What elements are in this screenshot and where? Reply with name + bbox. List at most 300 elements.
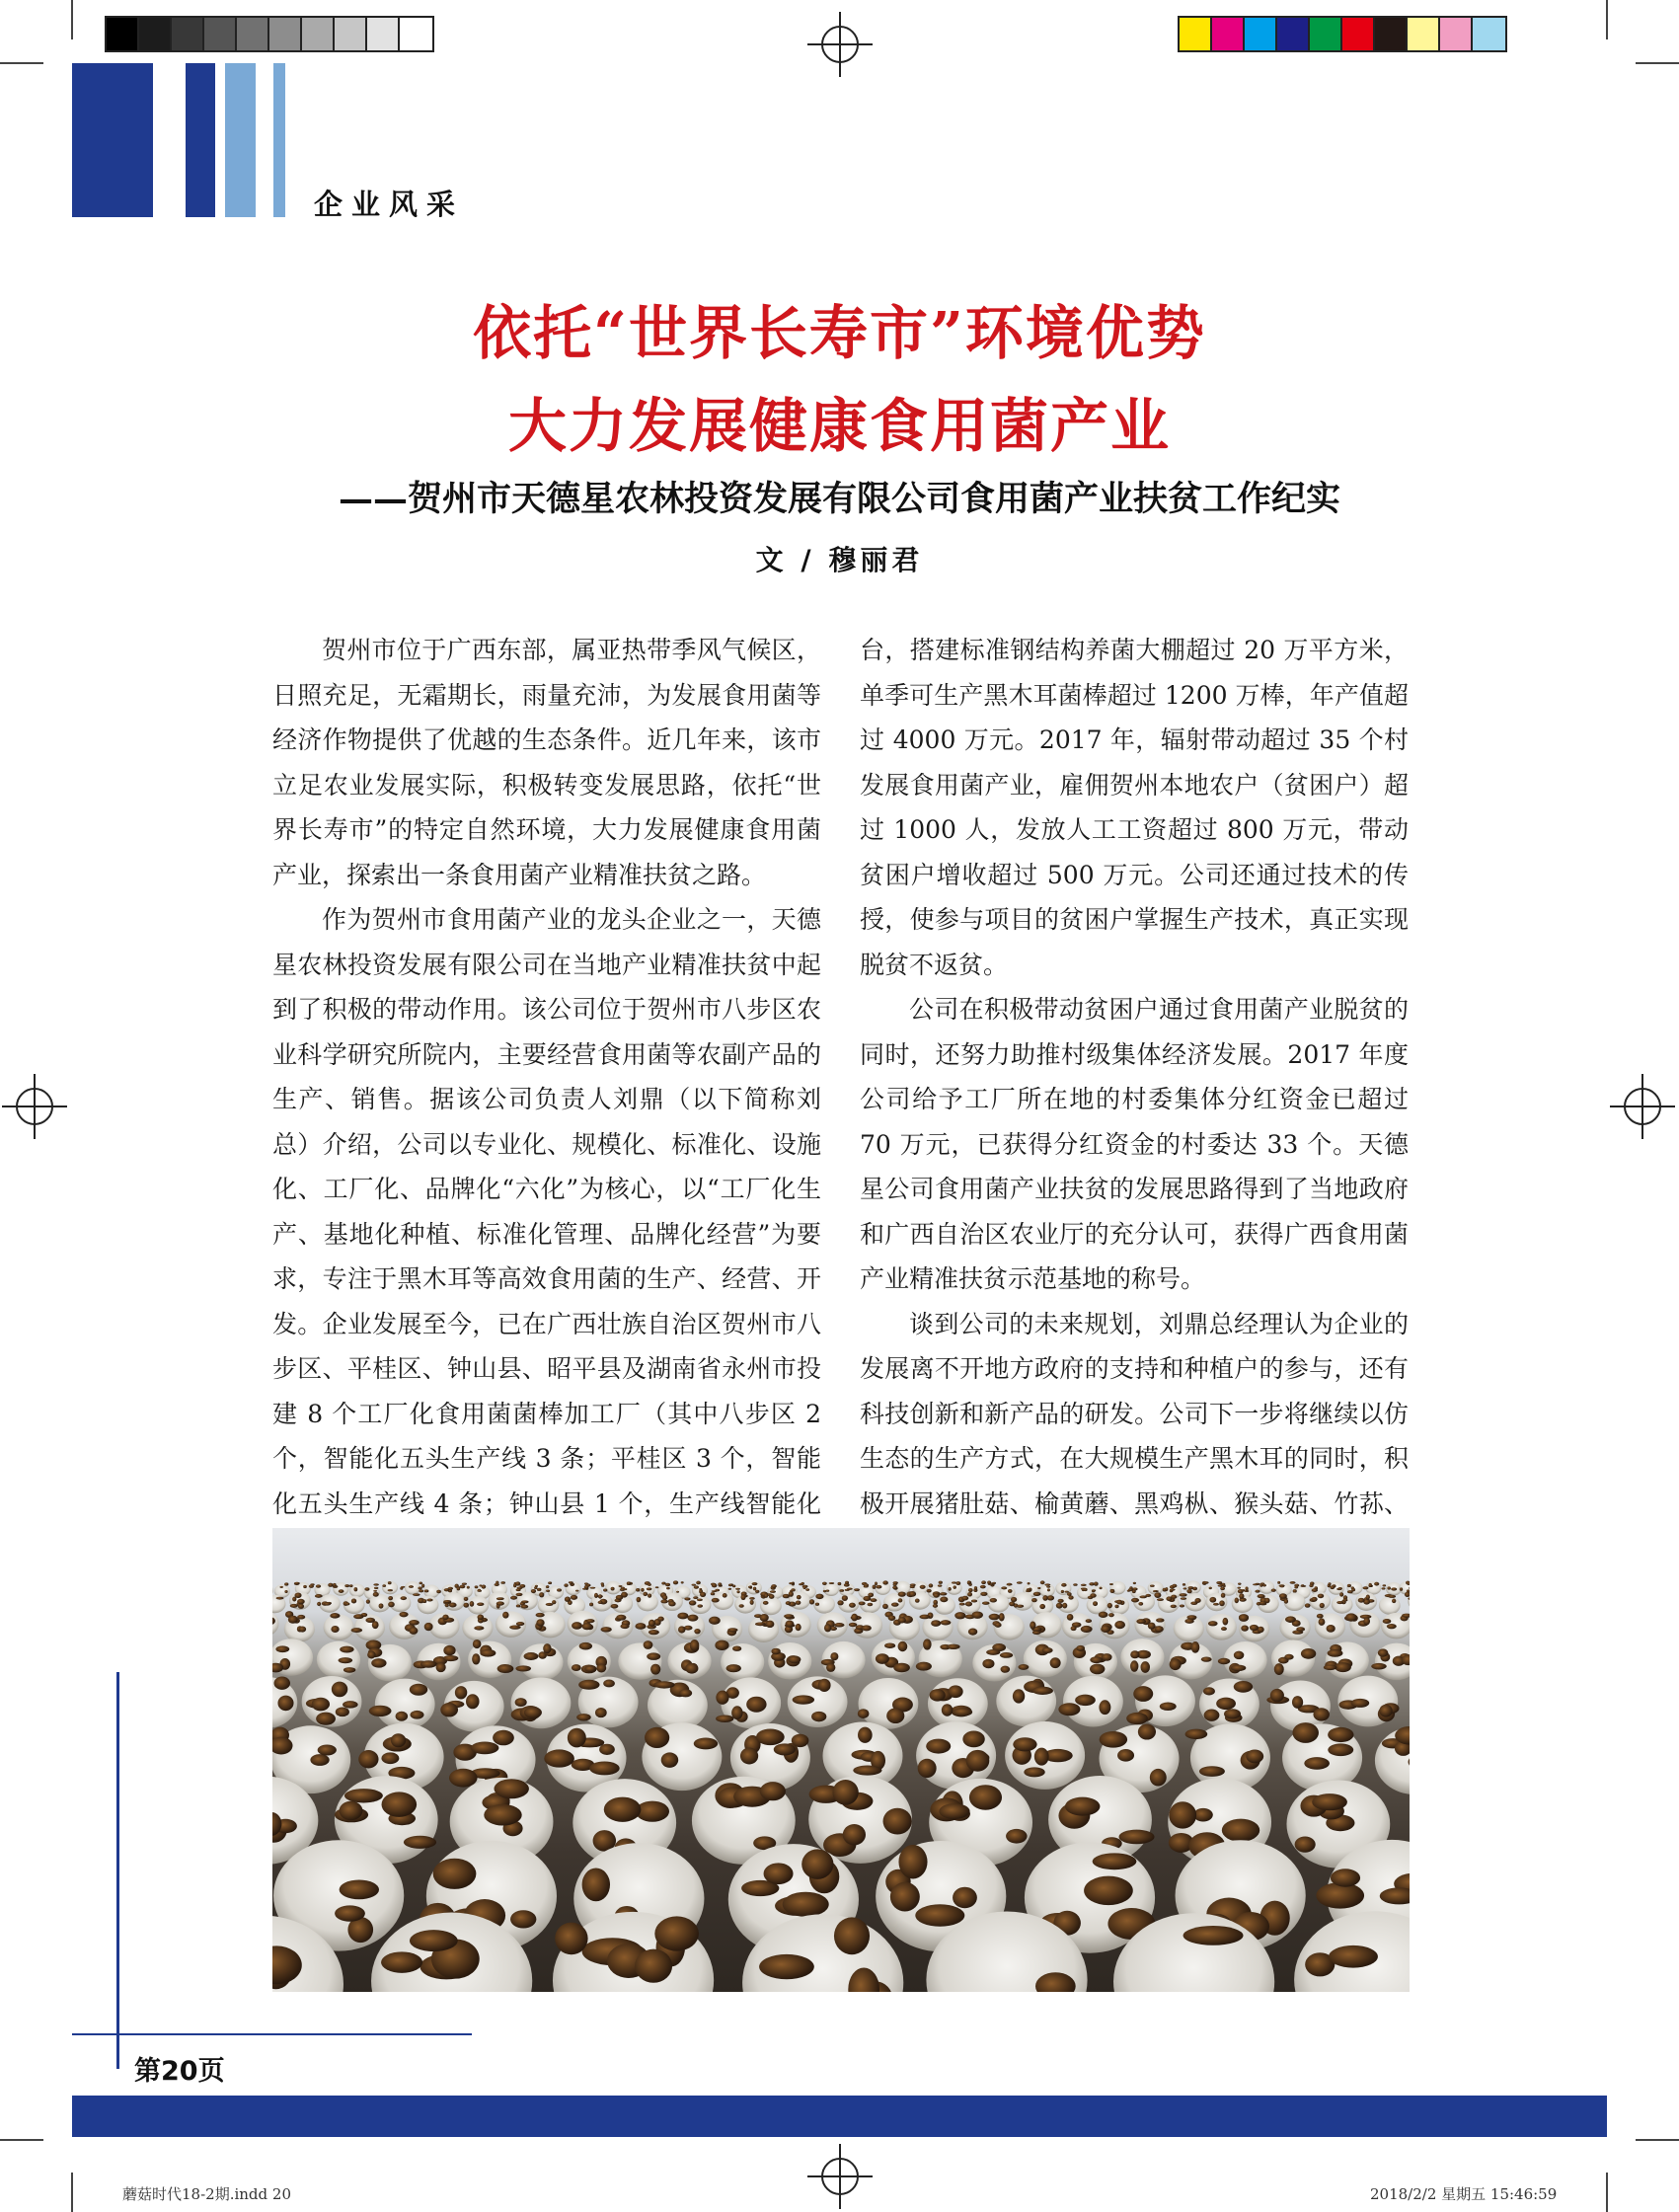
wood-ear-fungus: [535, 1585, 538, 1587]
wood-ear-fungus: [546, 1603, 554, 1606]
wood-ear-fungus: [915, 1598, 920, 1602]
wood-ear-fungus: [584, 1665, 596, 1671]
wood-ear-fungus: [968, 1588, 973, 1592]
wood-ear-fungus: [974, 1586, 977, 1590]
wood-ear-fungus: [1329, 1945, 1378, 1968]
wood-ear-fungus: [1089, 1582, 1095, 1585]
wood-ear-fungus: [784, 1614, 794, 1618]
wood-ear-fungus: [358, 1750, 378, 1768]
wood-ear-fungus: [598, 1594, 602, 1598]
article-title-line-2: 大力发展健康食用菌产业: [507, 392, 1171, 460]
wood-ear-fungus: [1114, 1621, 1125, 1629]
wood-ear-fungus: [939, 1803, 969, 1819]
wood-ear-fungus: [1008, 1589, 1013, 1593]
wood-ear-fungus: [516, 1588, 521, 1591]
wood-ear-fungus: [1378, 1648, 1389, 1656]
footer-band: [72, 2096, 1607, 2137]
wood-ear-fungus: [824, 1624, 831, 1632]
wood-ear-fungus: [891, 1603, 899, 1607]
wood-ear-fungus: [1187, 1586, 1193, 1589]
wood-ear-fungus: [373, 1583, 379, 1585]
gray-swatch: [172, 18, 204, 50]
wood-ear-fungus: [336, 1707, 349, 1716]
wood-ear-fungus: [1383, 1584, 1387, 1586]
wood-ear-fungus: [546, 1585, 549, 1588]
wood-ear-fungus: [388, 1602, 395, 1608]
footer-vertical-rule: [116, 1672, 119, 2069]
wood-ear-fungus: [524, 1707, 542, 1717]
wood-ear-fungus: [1218, 1658, 1230, 1665]
wood-ear-fungus: [349, 1584, 353, 1587]
wood-ear-fungus: [582, 1869, 610, 1902]
wood-ear-fungus: [689, 1600, 697, 1605]
wood-ear-fungus: [1107, 1603, 1112, 1608]
wood-ear-fungus: [982, 1602, 990, 1605]
wood-ear-fungus: [443, 1655, 458, 1661]
wood-ear-fungus: [981, 1580, 986, 1584]
wood-ear-fungus: [770, 1590, 776, 1593]
wood-ear-fungus: [442, 1615, 448, 1620]
wood-ear-fungus: [834, 1917, 870, 1954]
wood-ear-fungus: [830, 1652, 838, 1660]
wood-ear-fungus: [923, 1639, 932, 1649]
wood-ear-fungus: [933, 1604, 938, 1608]
wood-ear-fungus: [1183, 1583, 1185, 1586]
wood-ear-fungus: [1081, 1584, 1087, 1586]
wood-ear-fungus: [1270, 1689, 1284, 1702]
wood-ear-fungus: [987, 1581, 991, 1585]
wood-ear-fungus: [679, 1689, 692, 1697]
wood-ear-fungus: [1032, 1687, 1053, 1695]
wood-ear-fungus: [1006, 1829, 1027, 1844]
wood-ear-fungus: [645, 1727, 669, 1748]
wood-ear-fungus: [1183, 1587, 1187, 1589]
wood-ear-fungus: [589, 1761, 620, 1775]
wood-ear-fungus: [1351, 1588, 1355, 1591]
wood-ear-fungus: [918, 1759, 937, 1778]
wood-ear-fungus: [649, 1620, 655, 1627]
wood-ear-fungus: [351, 1628, 362, 1633]
wood-ear-fungus: [575, 1590, 578, 1592]
wood-ear-fungus: [303, 1585, 307, 1588]
header-bar-dark: [72, 63, 153, 217]
wood-ear-fungus: [495, 1779, 529, 1798]
wood-ear-fungus: [1313, 1708, 1329, 1720]
wood-ear-fungus: [738, 1604, 743, 1608]
wood-ear-fungus: [1061, 1583, 1066, 1587]
wood-ear-fungus: [805, 1588, 809, 1591]
wood-ear-fungus: [521, 1600, 529, 1603]
article-column-left: [272, 628, 821, 1661]
wood-ear-fungus: [455, 1686, 467, 1699]
article-paragraph: 贺州市位于广西东部，属亚热带季风气候区，日照充足，无霜期长，雨量充沛，为发展食用菌等经济作物提供了优越的生态条件。近几年来，该市立足农业发展实际，积极转变发展思路，依托“世界长寿市”的特定自然环境，大力发展健康食用菌产业，探索出一条食用菌产业精准扶贫之路。: [272, 636, 821, 889]
wood-ear-fungus: [968, 1629, 977, 1636]
trim-mark: [0, 62, 43, 64]
wood-ear-fungus: [371, 1658, 386, 1667]
wood-ear-fungus: [477, 1603, 484, 1606]
wood-ear-fungus: [443, 1600, 451, 1603]
wood-ear-fungus: [1028, 1582, 1030, 1584]
mushroom-bag: [760, 1597, 782, 1616]
wood-ear-fungus: [331, 1626, 339, 1633]
wood-ear-fungus: [843, 1824, 866, 1845]
wood-ear-fungus: [1081, 1626, 1093, 1633]
wood-ear-fungus: [546, 1589, 550, 1592]
wood-ear-fungus: [1126, 1713, 1148, 1724]
wood-ear-fungus: [764, 1863, 794, 1884]
wood-ear-fungus: [449, 1769, 478, 1788]
wood-ear-fungus: [463, 1603, 469, 1608]
wood-ear-fungus: [586, 1619, 595, 1623]
wood-ear-fungus: [875, 1581, 878, 1585]
wood-ear-fungus: [959, 1603, 965, 1606]
wood-ear-fungus: [1250, 1625, 1259, 1631]
wood-ear-fungus: [373, 1590, 377, 1592]
trim-mark: [71, 0, 73, 39]
footer-horizontal-rule: [72, 2033, 472, 2035]
wood-ear-fungus: [1400, 1587, 1403, 1590]
wood-ear-fungus: [1338, 1587, 1342, 1590]
wood-ear-fungus: [832, 1780, 858, 1805]
mushroom-bag: [369, 1594, 391, 1613]
article-author: 文 / 穆丽君: [755, 544, 924, 576]
wood-ear-fungus: [424, 1623, 433, 1631]
wood-ear-fungus: [1241, 1626, 1249, 1632]
wood-ear-fungus: [685, 1663, 698, 1674]
wood-ear-fungus: [477, 1615, 484, 1621]
wood-ear-fungus: [1090, 1593, 1096, 1598]
wood-ear-fungus: [1075, 1695, 1096, 1706]
wood-ear-fungus: [344, 1602, 349, 1605]
wood-ear-fungus: [845, 1581, 849, 1584]
wood-ear-fungus: [1071, 1626, 1077, 1631]
wood-ear-fungus: [480, 1649, 496, 1657]
wood-ear-fungus: [1076, 1645, 1085, 1651]
wood-ear-fungus: [1033, 1592, 1041, 1596]
wood-ear-fungus: [868, 1593, 874, 1598]
wood-ear-fungus: [1100, 1587, 1103, 1590]
wood-ear-fungus: [426, 1599, 432, 1602]
wood-ear-fungus: [873, 1585, 877, 1589]
wood-ear-fungus: [1007, 1583, 1013, 1586]
wood-ear-fungus: [1312, 1793, 1347, 1810]
wood-ear-fungus: [755, 1590, 759, 1593]
slug-timestamp: 2018/2/2 星期五 15:46:59: [1370, 2185, 1558, 2203]
wood-ear-fungus: [598, 1601, 603, 1604]
wood-ear-fungus: [1387, 1586, 1390, 1589]
wood-ear-fungus: [277, 1696, 293, 1712]
wood-ear-fungus: [1388, 1595, 1396, 1598]
wood-ear-fungus: [1185, 1729, 1208, 1739]
wood-ear-fungus: [793, 1695, 814, 1704]
wood-ear-fungus: [1065, 1797, 1100, 1816]
wood-ear-fungus: [1109, 1583, 1113, 1585]
color-swatch: [1342, 18, 1375, 50]
wood-ear-fungus: [934, 1593, 940, 1598]
wood-ear-fungus: [966, 1750, 990, 1772]
wood-ear-fungus: [1222, 1819, 1259, 1842]
wood-ear-fungus: [391, 1733, 406, 1747]
wood-ear-fungus: [1001, 1666, 1011, 1673]
wood-ear-fungus: [1118, 1830, 1154, 1845]
cmyk-color-bar: [1178, 16, 1507, 52]
wood-ear-fungus: [1034, 1748, 1049, 1766]
wood-ear-fungus: [718, 1582, 722, 1586]
wood-ear-fungus: [601, 1584, 604, 1587]
wood-ear-fungus: [401, 1586, 405, 1588]
wood-ear-fungus: [858, 1727, 873, 1743]
wood-ear-fungus: [1234, 1651, 1245, 1660]
wood-ear-fungus: [1327, 1625, 1336, 1633]
wood-ear-fungus: [910, 1585, 915, 1588]
wood-ear-fungus: [655, 1586, 659, 1588]
wood-ear-fungus: [460, 1585, 466, 1589]
wood-ear-fungus: [369, 1706, 392, 1716]
wood-ear-fungus: [962, 1730, 984, 1747]
wood-ear-fungus: [332, 1682, 347, 1698]
wood-ear-fungus: [1150, 1769, 1167, 1787]
wood-ear-fungus: [310, 1754, 329, 1766]
wood-ear-fungus: [1220, 1587, 1225, 1591]
wood-ear-fungus: [1160, 1702, 1177, 1711]
wood-ear-fungus: [1180, 1593, 1187, 1596]
wood-ear-fungus: [893, 1663, 910, 1672]
wood-ear-fungus: [619, 1585, 623, 1587]
trim-mark: [0, 2139, 43, 2141]
wood-ear-fungus: [774, 1743, 796, 1755]
wood-ear-fungus: [344, 1789, 383, 1802]
wood-ear-fungus: [809, 1599, 814, 1604]
wood-ear-fungus: [582, 1623, 593, 1630]
mushroom-bag: [1148, 1581, 1164, 1595]
wood-ear-fungus: [616, 1595, 624, 1600]
wood-ear-fungus: [1058, 1599, 1064, 1603]
wood-ear-fungus: [493, 1730, 514, 1745]
wood-ear-fungus: [473, 1640, 482, 1648]
wood-ear-fungus: [882, 1604, 888, 1609]
slug-filename: 蘑菇时代18-2期.indd 20: [122, 2185, 291, 2203]
wood-ear-fungus: [789, 1582, 794, 1584]
wood-ear-fungus: [440, 1703, 458, 1716]
wood-ear-fungus: [822, 1582, 827, 1585]
color-swatch: [1440, 18, 1473, 50]
wood-ear-fungus: [1155, 1626, 1164, 1632]
wood-ear-fungus: [584, 1582, 588, 1584]
wood-ear-fungus: [1133, 1686, 1153, 1702]
wood-ear-fungus: [650, 1664, 660, 1675]
wood-ear-fungus: [1245, 1586, 1248, 1590]
wood-ear-fungus: [471, 1742, 499, 1755]
wood-ear-fungus: [404, 1836, 436, 1849]
wood-ear-fungus: [1284, 1599, 1288, 1604]
wood-ear-fungus: [1371, 1663, 1386, 1670]
registration-mark-bottom: [807, 2144, 873, 2209]
wood-ear-fungus: [1165, 1587, 1168, 1591]
wood-ear-fungus: [1280, 1585, 1284, 1587]
wood-ear-fungus: [760, 1614, 769, 1622]
wood-ear-fungus: [294, 1592, 301, 1598]
wood-ear-fungus: [275, 1645, 289, 1652]
trim-mark: [71, 2173, 73, 2212]
wood-ear-fungus: [284, 1582, 288, 1585]
wood-ear-fungus: [947, 1644, 959, 1649]
wood-ear-fungus: [344, 1584, 349, 1587]
wood-ear-fungus: [1358, 1598, 1365, 1603]
wood-ear-fungus: [980, 1592, 987, 1596]
wood-ear-fungus: [565, 1596, 571, 1601]
wood-ear-fungus: [515, 1581, 520, 1585]
wood-ear-fungus: [604, 1797, 642, 1822]
wood-ear-fungus: [716, 1715, 733, 1722]
wood-ear-fungus: [749, 1597, 755, 1600]
wood-ear-fungus: [1347, 1584, 1351, 1587]
wood-ear-fungus: [401, 1596, 408, 1600]
wood-ear-fungus: [753, 1587, 757, 1591]
wood-ear-fungus: [1090, 1664, 1105, 1675]
wood-ear-fungus: [1017, 1581, 1023, 1584]
wood-ear-fungus: [340, 1880, 379, 1900]
wood-ear-fungus: [396, 1712, 409, 1721]
wood-ear-fungus: [1279, 1593, 1287, 1599]
wood-ear-fungus: [1157, 1598, 1164, 1601]
wood-ear-fungus: [726, 1664, 741, 1672]
wood-ear-fungus: [677, 1613, 688, 1620]
wood-ear-fungus: [516, 1622, 524, 1626]
wood-ear-fungus: [1328, 1582, 1331, 1585]
wood-ear-fungus: [1172, 1584, 1177, 1588]
wood-ear-fungus: [967, 1580, 971, 1584]
trim-mark: [1606, 2173, 1608, 2212]
wood-ear-fungus: [735, 1588, 740, 1590]
wood-ear-fungus: [888, 1615, 896, 1621]
wood-ear-fungus: [1114, 1605, 1118, 1609]
wood-ear-fungus: [676, 1591, 679, 1593]
wood-ear-fungus: [1305, 1603, 1311, 1607]
mushroom-bag: [567, 1611, 597, 1638]
wood-ear-fungus: [969, 1785, 1002, 1810]
wood-ear-fungus: [648, 1594, 651, 1598]
wood-ear-fungus: [849, 1623, 858, 1627]
wood-ear-fungus: [367, 1651, 375, 1659]
wood-ear-fungus: [971, 1599, 977, 1602]
wood-ear-fungus: [940, 1596, 948, 1602]
wood-ear-fungus: [331, 1613, 340, 1618]
wood-ear-fungus: [898, 1598, 903, 1602]
wood-ear-fungus: [995, 1623, 1002, 1628]
wood-ear-fungus: [388, 1581, 392, 1584]
wood-ear-fungus: [1274, 1663, 1284, 1675]
wood-ear-fungus: [1387, 1624, 1397, 1629]
wood-ear-fungus: [648, 1583, 651, 1586]
wood-ear-fungus: [712, 1598, 720, 1603]
wood-ear-fungus: [892, 1586, 897, 1589]
wood-ear-fungus: [1001, 1586, 1007, 1589]
wood-ear-fungus: [1328, 1743, 1353, 1756]
wood-ear-fungus: [594, 1593, 598, 1598]
wood-ear-fungus: [410, 1684, 427, 1696]
wood-ear-fungus: [1108, 1613, 1114, 1617]
wood-ear-fungus: [716, 1691, 728, 1705]
wood-ear-fungus: [1056, 1603, 1063, 1609]
wood-ear-fungus: [700, 1592, 706, 1597]
wood-ear-fungus: [696, 1581, 701, 1585]
wood-ear-fungus: [839, 1589, 844, 1592]
wood-ear-fungus: [1090, 1656, 1103, 1663]
mushroom-bag: [721, 1643, 764, 1681]
wood-ear-fungus: [1191, 1641, 1200, 1653]
wood-ear-fungus: [1040, 1580, 1045, 1584]
wood-ear-fungus: [399, 1612, 408, 1617]
wood-ear-fungus: [837, 1600, 843, 1605]
wood-ear-fungus: [1209, 1587, 1212, 1590]
wood-ear-fungus: [1084, 1876, 1133, 1905]
wood-ear-fungus: [1148, 1623, 1156, 1630]
wood-ear-fungus: [636, 1588, 640, 1592]
wood-ear-fungus: [919, 1615, 930, 1620]
wood-ear-fungus: [1064, 1591, 1068, 1593]
wood-ear-fungus: [1130, 1660, 1138, 1671]
wood-ear-fungus: [692, 1584, 696, 1586]
wood-ear-fungus: [898, 1617, 906, 1623]
wood-ear-fungus: [1317, 1614, 1324, 1619]
wood-ear-fungus: [1133, 1582, 1136, 1584]
wood-ear-fungus: [339, 1589, 344, 1593]
wood-ear-fungus: [660, 1600, 667, 1604]
wood-ear-fungus: [627, 1581, 631, 1585]
wood-ear-fungus: [858, 1709, 870, 1718]
wood-ear-fungus: [811, 1712, 826, 1721]
wood-ear-fungus: [694, 1629, 700, 1634]
wood-ear-fungus: [1345, 1613, 1356, 1621]
wood-ear-fungus: [531, 1589, 536, 1593]
wood-ear-fungus: [727, 1628, 737, 1632]
gray-swatch: [302, 18, 335, 50]
wood-ear-fungus: [328, 1583, 333, 1587]
wood-ear-fungus: [572, 1622, 582, 1630]
wood-ear-fungus: [584, 1585, 589, 1588]
wood-ear-fungus: [1102, 1653, 1112, 1661]
wood-ear-fungus: [388, 1596, 393, 1600]
wood-ear-fungus: [1140, 1661, 1150, 1673]
wood-ear-fungus: [796, 1624, 801, 1631]
wood-ear-fungus: [871, 1598, 878, 1602]
wood-ear-fungus: [309, 1584, 314, 1587]
wood-ear-fungus: [818, 1679, 831, 1692]
wood-ear-fungus: [1213, 1603, 1219, 1606]
wood-ear-fungus: [1062, 1603, 1067, 1609]
wood-ear-fungus: [1027, 1588, 1030, 1590]
wood-ear-fungus: [433, 1859, 477, 1889]
wood-ear-fungus: [690, 1640, 699, 1651]
wood-ear-fungus: [1013, 1737, 1036, 1751]
wood-ear-fungus: [952, 1581, 956, 1583]
wood-ear-fungus: [611, 1604, 619, 1608]
wood-ear-fungus: [422, 1599, 426, 1603]
wood-ear-fungus: [1169, 1801, 1196, 1828]
wood-ear-fungus: [1301, 1648, 1316, 1659]
wood-ear-fungus: [867, 1603, 873, 1606]
wood-ear-fungus: [603, 1680, 615, 1688]
wood-ear-fungus: [284, 1590, 287, 1593]
wood-ear-fungus: [603, 1588, 607, 1591]
wood-ear-fungus: [496, 1601, 504, 1605]
mushroom-bag: [637, 1593, 658, 1612]
wood-ear-fungus: [1383, 1619, 1392, 1624]
wood-ear-fungus: [1030, 1621, 1035, 1629]
wood-ear-fungus: [466, 1694, 480, 1709]
wood-ear-fungus: [539, 1592, 544, 1597]
wood-ear-fungus: [1255, 1590, 1259, 1593]
